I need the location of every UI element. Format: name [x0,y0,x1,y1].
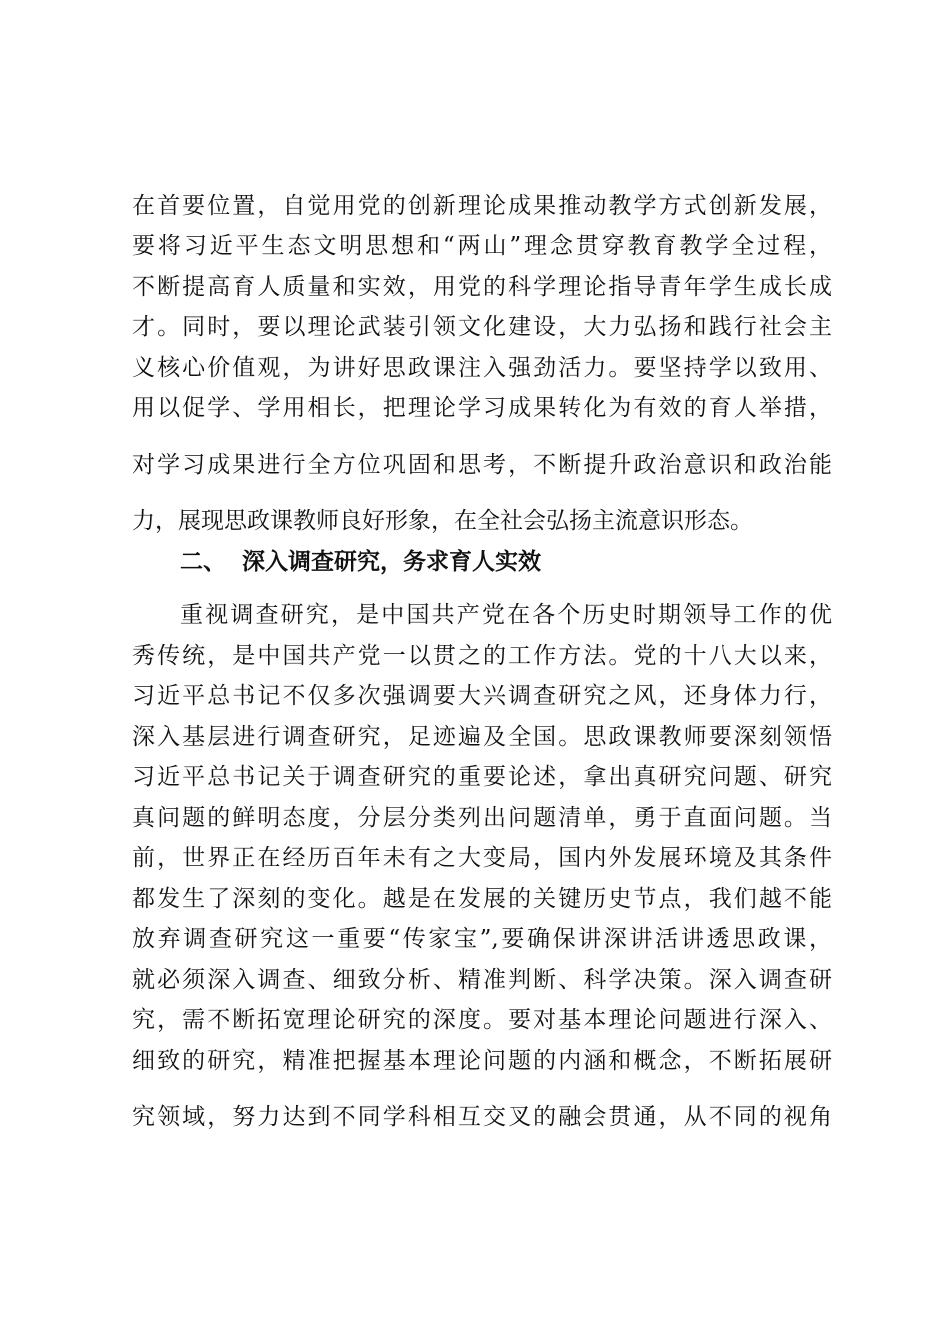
paragraph-2-line-10: 就必须深入调查、细致分析、精准判断、科学决策。深入调查研 [132,967,832,993]
section-number: 二、 [180,549,226,575]
section-title: 深入调查研究，务求育人实效 [242,549,541,575]
paragraph-2-line-2: 秀传统，是中国共产党一以贯之的工作方法。党的十八大以来， [132,643,832,669]
paragraph-1-line-6: 用以促学、学用相长，把理论学习成果转化为有效的育人举措， [132,395,832,421]
paragraph-2-line-3: 习近平总书记不仅多次强调要大兴调查研究之风，还身体力行， [132,683,832,709]
paragraph-1-line-2: 要将习近平生态文明思想和“两山”理念贯穿教育教学全过程， [132,233,832,259]
paragraph-1-line-7: 对学习成果进行全方位巩固和思考，不断提升政治意识和政治能 [132,452,832,478]
paragraph-1-line-8: 力，展现思政课教师良好形象，在全社会弘扬主流意识形态。 [132,508,753,534]
paragraph-1-line-1: 在首要位置，自觉用党的创新理论成果推动教学方式创新发展， [132,193,832,219]
section-heading [180,547,541,577]
paragraph-1-line-3: 不断提高育人质量和实效，用党的科学理论指导青年学生成长成 [132,274,832,300]
paragraph-1-line-5: 义核心价值观，为讲好思政课注入强劲活力。要坚持学以致用、 [132,355,832,381]
paragraph-2-line-1: 重视调查研究，是中国共产党在各个历史时期领导工作的优 [180,602,832,628]
paragraph-2-line-13: 究领域，努力达到不同学科相互交叉的融会贯通，从不同的视角 [132,1104,832,1130]
paragraph-2-line-9: 放弃调查研究这一重要“传家宝”,要确保讲深讲活讲透思政课， [132,926,832,952]
paragraph-2-line-5: 习近平总书记关于调查研究的重要论述，拿出真研究问题、研究 [132,764,832,790]
paragraph-2-line-4: 深入基层进行调查研究，足迹遍及全国。思政课教师要深刻领悟 [132,724,832,750]
paragraph-2-line-6: 真问题的鲜明态度，分层分类列出问题清单，勇于直面问题。当 [132,805,832,831]
paragraph-2-line-7: 前，世界正在经历百年未有之大变局，国内外发展环境及其条件 [132,845,832,871]
paragraph-2-line-12: 细致的研究，精准把握基本理论问题的内涵和概念，不断拓展研 [132,1048,832,1074]
paragraph-2-line-8: 都发生了深刻的变化。越是在发展的关键历史节点，我们越不能 [132,886,832,912]
paragraph-2-line-11: 究，需不断拓宽理论研究的深度。要对基本理论问题进行深入、 [132,1007,832,1033]
paragraph-1-line-4: 才。同时，要以理论武装引领文化建设，大力弘扬和践行社会主 [132,314,832,340]
